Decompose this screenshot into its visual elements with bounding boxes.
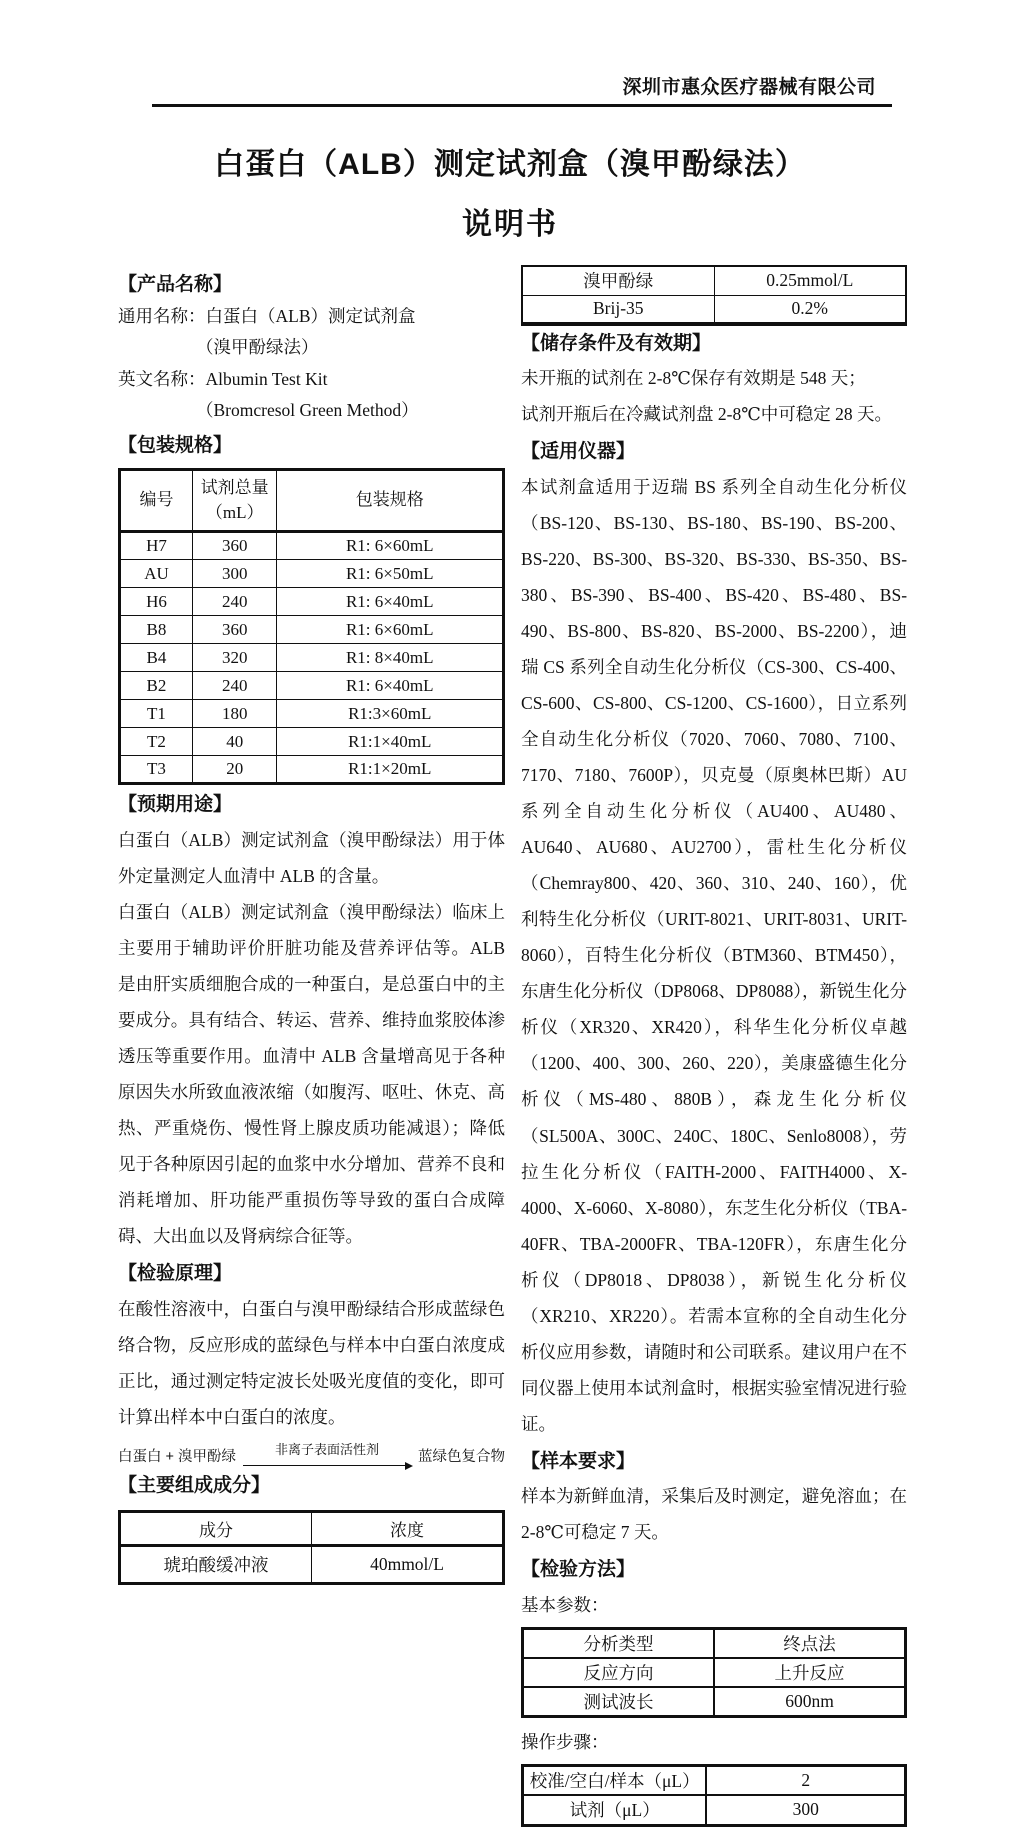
table-row: [523, 1687, 906, 1717]
formula-catalyst-label: 非离子表面活性剂: [275, 1441, 380, 1457]
company-name: 深圳市惠众医疗器械有限公司: [622, 77, 876, 98]
section-heading-principle: 【检验原理】: [118, 1263, 233, 1285]
packaging-table-body: [120, 532, 504, 784]
table-cell: 360: [192, 616, 276, 644]
packaging-table: [118, 468, 505, 785]
intended-use-paragraph-1: 白蛋白（ALB）测定试剂盒（溴甲酚绿法）用于体外定量测定人血清中 ALB 的含量。: [118, 829, 506, 886]
section-heading-composition: 【主要组成成分】: [118, 1474, 271, 1496]
instruments-paragraph: 本试剂盒适用于迈瑞 BS 系列全自动生化分析仪（BS-120、BS-130、BS-180、BS-190、BS-200、BS-220、BS-300、BS-320、BS-330、BS-350、BS-380、BS-390、BS-400、BS-420、BS-480、BS-490、BS-800、BS-820、BS-2000、BS-2200），迪瑞 CS 系列全自动生化分析仪（CS-300、CS-400、CS-600、CS-800、CS-1200、CS-1600），日立系列全自动生化分析仪（7020、7060、7080、7100、7170、7180、7600P），贝克曼（原奥林巴斯）AU 系列全自动生化分析仪（AU400、AU480、AU640、AU680、AU2700），雷杜生化分析仪（Chemray800、420、360、310、240、160），优利特生化分析仪（URIT-8021、URIT-8031、URIT-8060），百特生化分析仪（BTM360、BTM450），东唐生化分析仪（DP8068、DP8088），新锐生化分析仪（XR320、XR420），科华生化分析仪卓越（1200、400、300、260、220），美康盛德生化分析仪（MS-480、880B），森龙生化分析仪（SL500A、300C、240C、180C、Senlo8008），劳拉生化分析仪（FAITH-2000、FAITH4000、X-4000、X-6060、X-8080），东芝生化分析仪（TBA-40FR、TBA-2000FR、TBA-120FR），东唐生化分析仪（DP8018、DP8038），新锐生化分析仪（XR210、XR220）。若需本宣称的全自动生化分析仪应用参数，请随时和公司联系。建议用户在不同仪器上使用本试剂盒时，根据实验室情况进行验证。: [521, 476, 908, 1434]
table-row: [120, 756, 504, 784]
table-cell: R1: 6×40mL: [277, 672, 504, 700]
table-cell: 反应方向: [523, 1658, 715, 1687]
table-cell: R1: 6×40mL: [277, 588, 504, 616]
table-cell: R1:3×60mL: [277, 700, 504, 728]
table-cell: R1:1×40mL: [277, 728, 504, 756]
table-cell: 0.2%: [714, 295, 906, 324]
table-cell: Brij-35: [522, 295, 714, 324]
storage-line-1: 未开瓶的试剂在 2-8℃保存有效期是 548 天；: [521, 368, 866, 389]
table-cell: R1:1×20mL: [277, 756, 504, 784]
page-title: 白蛋白（ALB）测定试剂盒（溴甲酚绿法）: [214, 148, 806, 181]
table-row: [120, 1546, 504, 1584]
table-row: [523, 1628, 906, 1658]
page-subtitle: 说明书: [462, 208, 558, 241]
product-english-name: 英文名称：Albumin Test Kit: [118, 368, 328, 389]
section-heading-sample: 【样本要求】: [521, 1450, 636, 1472]
table-cell: R1: 6×60mL: [277, 532, 504, 560]
table-cell: 40mmol/L: [312, 1546, 504, 1584]
table-cell: 240: [192, 588, 276, 616]
header-cell-concentration: 浓度: [312, 1512, 504, 1546]
table-cell: 试剂（μL）: [523, 1795, 707, 1825]
storage-line-2: 试剂开瓶后在冷藏试剂盘 2-8℃中可稳定 28 天。: [521, 404, 893, 425]
composition-continuation-body: [522, 266, 906, 324]
table-cell: T3: [120, 756, 193, 784]
table-row: [522, 266, 906, 295]
product-generic-name-cont: （溴甲酚绿法）: [196, 337, 319, 358]
table-cell: 600nm: [714, 1687, 906, 1717]
table-row: [120, 672, 504, 700]
section-heading-instruments: 【适用仪器】: [521, 441, 636, 463]
header-cell-total: [192, 470, 276, 532]
right-column: [521, 265, 907, 1827]
steps-label: 操作步骤：: [521, 1731, 609, 1752]
basic-params-body: [523, 1628, 906, 1716]
table-cell: T1: [120, 700, 193, 728]
table-row: [523, 1765, 906, 1795]
table-row: [120, 644, 504, 672]
table-row: [522, 295, 906, 324]
table-cell: 琥珀酸缓冲液: [120, 1546, 312, 1584]
composition-table-head: [120, 1512, 504, 1546]
table-cell: 测试波长: [523, 1687, 715, 1717]
principle-paragraph: 在酸性溶液中，白蛋白与溴甲酚绿结合形成蓝绿色络合物，反应形成的蓝绿色与样本中白蛋白浓度成正比，通过测定特定波长处吸光度值的变化，即可计算出样本中白蛋白的浓度。: [118, 1298, 506, 1427]
table-cell: 溴甲酚绿: [522, 266, 714, 295]
composition-continuation-table: [521, 265, 907, 326]
packaging-table-head: [120, 470, 504, 532]
section-heading-storage: 【储存条件及有效期】: [521, 333, 712, 354]
steps-table: [521, 1764, 907, 1827]
product-generic-name: 通用名称：白蛋白（ALB）测定试剂盒: [118, 306, 416, 327]
table-row: [120, 588, 504, 616]
header-rule: [152, 104, 892, 107]
table-cell: B8: [120, 616, 193, 644]
table-row: [120, 560, 504, 588]
table-cell: 300: [192, 560, 276, 588]
table-header-row: [120, 1512, 504, 1546]
table-cell: 40: [192, 728, 276, 756]
section-heading-method: 【检验方法】: [521, 1559, 636, 1581]
table-cell: 分析类型: [523, 1628, 715, 1658]
reaction-formula: [118, 1443, 505, 1466]
table-row: [120, 728, 504, 756]
header-cell-total-line1: 试剂总量: [200, 478, 269, 498]
header-cell-spec: 包装规格: [277, 470, 504, 532]
table-cell: B4: [120, 644, 193, 672]
formula-reactants: 白蛋白 + 溴甲酚绿: [118, 1448, 237, 1465]
formula-arrow: [243, 1443, 411, 1466]
table-cell: 0.25mmol/L: [714, 266, 906, 295]
table-row: [120, 532, 504, 560]
table-cell: H7: [120, 532, 193, 560]
table-cell: 240: [192, 672, 276, 700]
table-row: [120, 700, 504, 728]
table-cell: R1: 6×60mL: [277, 616, 504, 644]
table-cell: B2: [120, 672, 193, 700]
section-heading-intended-use: 【预期用途】: [118, 794, 233, 816]
header-cell-total-line2: （mL）: [205, 502, 264, 522]
table-cell: 2: [706, 1765, 905, 1795]
sample-paragraph: 样本为新鲜血清，采集后及时测定，避免溶血；在 2-8℃可稳定 7 天。: [521, 1486, 908, 1543]
two-column-layout: [118, 265, 908, 1827]
table-cell: R1: 8×40mL: [277, 644, 504, 672]
table-cell: 校准/空白/样本（μL）: [523, 1765, 707, 1795]
composition-table: [118, 1510, 505, 1585]
table-cell: 320: [192, 644, 276, 672]
table-row: [523, 1658, 906, 1687]
table-row: [120, 616, 504, 644]
section-heading-packaging: 【包装规格】: [118, 434, 233, 456]
composition-table-body: [120, 1546, 504, 1584]
table-cell: H6: [120, 588, 193, 616]
left-column: [118, 265, 505, 1827]
table-cell: AU: [120, 560, 193, 588]
header-cell-number: 编号: [120, 470, 193, 532]
table-cell: 300: [706, 1795, 905, 1825]
table-row: [523, 1795, 906, 1825]
table-header-row: [120, 470, 504, 532]
table-cell: 终点法: [714, 1628, 906, 1658]
product-english-name-cont: （Bromcresol Green Method）: [196, 399, 419, 420]
intended-use-paragraph-2: 白蛋白（ALB）测定试剂盒（溴甲酚绿法）临床上主要用于辅助评价肝脏功能及营养评估等。ALB 是由肝实质细胞合成的一种蛋白，是总蛋白中的主要成分。具有结合、转运、营养、维持血浆胶体渗透压等重要作用。血清中 ALB 含量增高见于各种原因失水所致血液浓缩（如腹泻、呕吐、休克、高热、严重烧伤、慢性肾上腺皮质功能减退）；降低见于各种原因引起的血浆中水分增加、营养不良和消耗增加、肝功能严重损伤等导致的蛋白合成障碍、大出血以及肾病综合征等。: [118, 901, 506, 1247]
table-cell: 20: [192, 756, 276, 784]
table-cell: T2: [120, 728, 193, 756]
table-cell: R1: 6×50mL: [277, 560, 504, 588]
basic-params-table: [521, 1627, 907, 1718]
table-cell: 180: [192, 700, 276, 728]
header-cell-component: 成分: [120, 1512, 312, 1546]
steps-table-body: [523, 1765, 906, 1825]
basic-params-label: 基本参数：: [521, 1594, 609, 1615]
right-arrow-icon: [243, 1458, 411, 1466]
table-cell: 360: [192, 532, 276, 560]
table-cell: 上升反应: [714, 1658, 906, 1687]
section-heading-product-name: 【产品名称】: [118, 274, 233, 295]
formula-product: 蓝绿色复合物: [418, 1448, 506, 1465]
